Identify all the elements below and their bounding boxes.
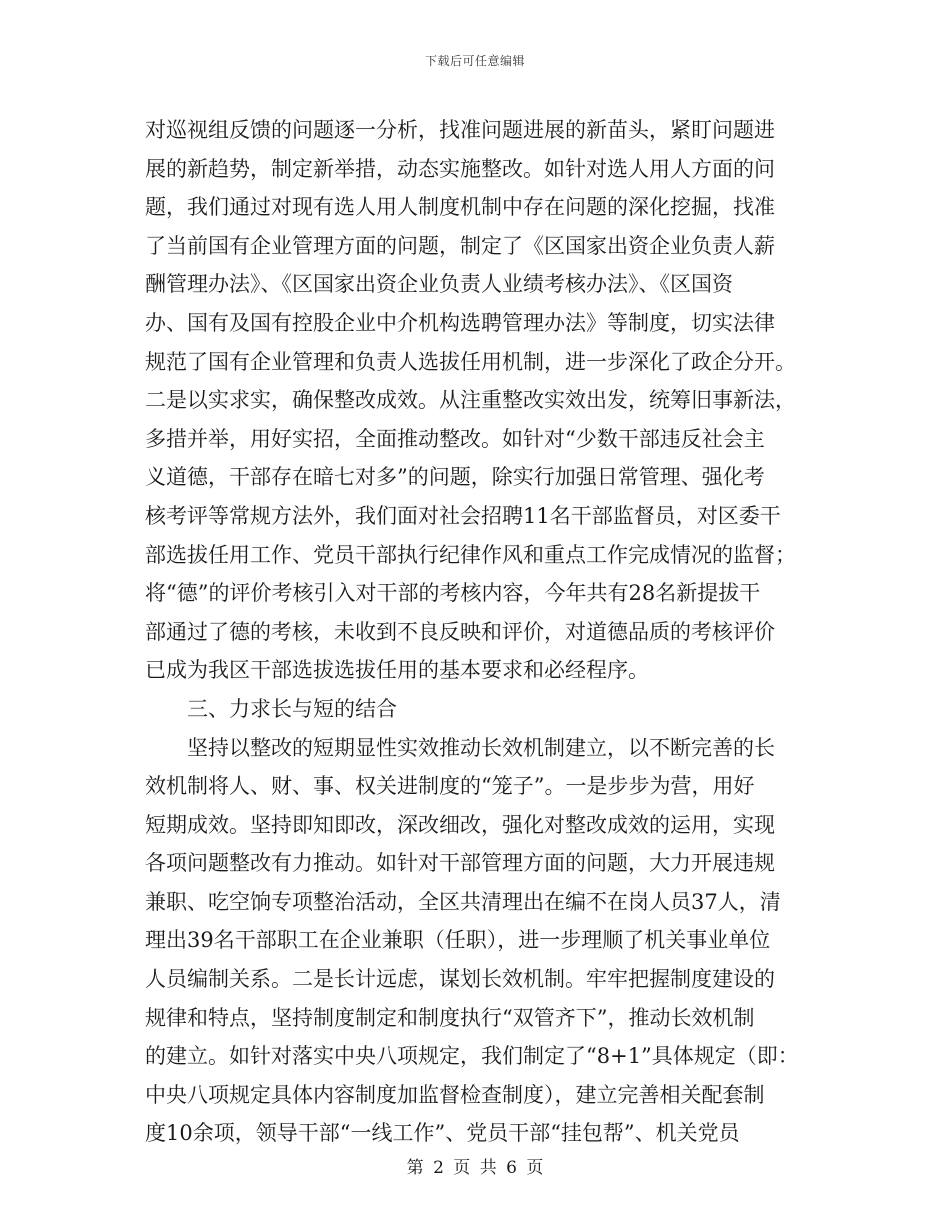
- page-number-footer: 第 2 页 共 6 页: [406, 1158, 544, 1178]
- text-line: 核考评等常规方法外，我们面对社会招聘11名干部监督员，对区委干: [145, 503, 781, 528]
- text-line: 多措并举，用好实招，全面推动整改。如针对“少数干部违反社会主: [145, 426, 765, 451]
- text-line: 已成为我区干部选拔选拔任用的基本要求和必经程序。: [145, 658, 649, 683]
- text-line: 展的新趋势，制定新举措，动态实施整改。如针对选人用人方面的问: [145, 156, 775, 181]
- text-line: 短期成效。坚持即知即改，深改细改，强化对整改成效的运用，实现: [145, 812, 775, 837]
- paragraph-first-line: 坚持以整改的短期显性实效推动长效机制建立，以不断完善的长: [187, 735, 775, 760]
- text-line: 将“德”的评价考核引入对干部的考核内容，今年共有28名新提拔干: [145, 581, 761, 606]
- text-line: 理出39名干部职工在企业兼职（任职），进一步理顺了机关事业单位: [145, 928, 771, 953]
- text-line: 度10余项，领导干部“一线工作”、党员干部“挂包帮”、机关党员: [145, 1121, 740, 1146]
- text-line: 酬管理办法》、《区国家出资企业负责人业绩考核办法》、《区国资: [145, 272, 733, 297]
- text-line: 兼职、吃空饷专项整治活动，全区共清理出在编不在岗人员37人，清: [145, 889, 781, 914]
- text-line: 部通过了德的考核，未收到不良反映和评价，对道德品质的考核评价: [145, 619, 775, 644]
- text-line: 义道德，干部存在暗七对多”的问题，除实行加强日常管理、强化考: [145, 465, 765, 490]
- text-line: 规范了国有企业管理和负责人选拔任用机制，进一步深化了政企分开。: [145, 349, 796, 374]
- text-line: 部选拔任用工作、党员干部执行纪律作风和重点工作完成情况的监督；: [145, 542, 796, 567]
- page-header: 下载后可任意编辑: [424, 54, 525, 68]
- text-line: 办、国有及国有控股企业中介机构选聘管理办法》等制度，切实法律: [145, 310, 775, 335]
- text-line: 中央八项规定具体内容制度加监督检查制度），建立完善相关配套制: [145, 1082, 765, 1107]
- text-line: 人员编制关系。二是长计远虑，谋划长效机制。牢牢把握制度建设的: [145, 967, 775, 992]
- document-body: [145, 111, 809, 1153]
- text-line: 了当前国有企业管理方面的问题，制定了《区国家出资企业负责人薪: [145, 233, 775, 258]
- text-line: 各项问题整改有力推动。如针对干部管理方面的问题，大力开展违规: [145, 851, 775, 876]
- section-heading: 三、力求长与短的结合: [187, 696, 397, 721]
- text-line: 二是以实求实，确保整改成效。从注重整改实效出发，统筹旧事新法，: [145, 388, 796, 413]
- text-line: 规律和特点，坚持制度制定和制度执行“双管齐下”，推动长效机制: [145, 1005, 755, 1030]
- text-line: 对巡视组反馈的问题逐一分析，找准问题进展的新苗头，紧盯问题进: [145, 118, 775, 142]
- text-line: 的建立。如针对落实中央八项规定，我们制定了“8+1”具体规定（即：: [145, 1044, 799, 1069]
- text-line: 效机制将人、财、事、权关进制度的“笼子”。一是步步为营，用好: [145, 774, 755, 799]
- text-line: 题，我们通过对现有选人用人制度机制中存在问题的深化挖掘，找准: [145, 195, 775, 220]
